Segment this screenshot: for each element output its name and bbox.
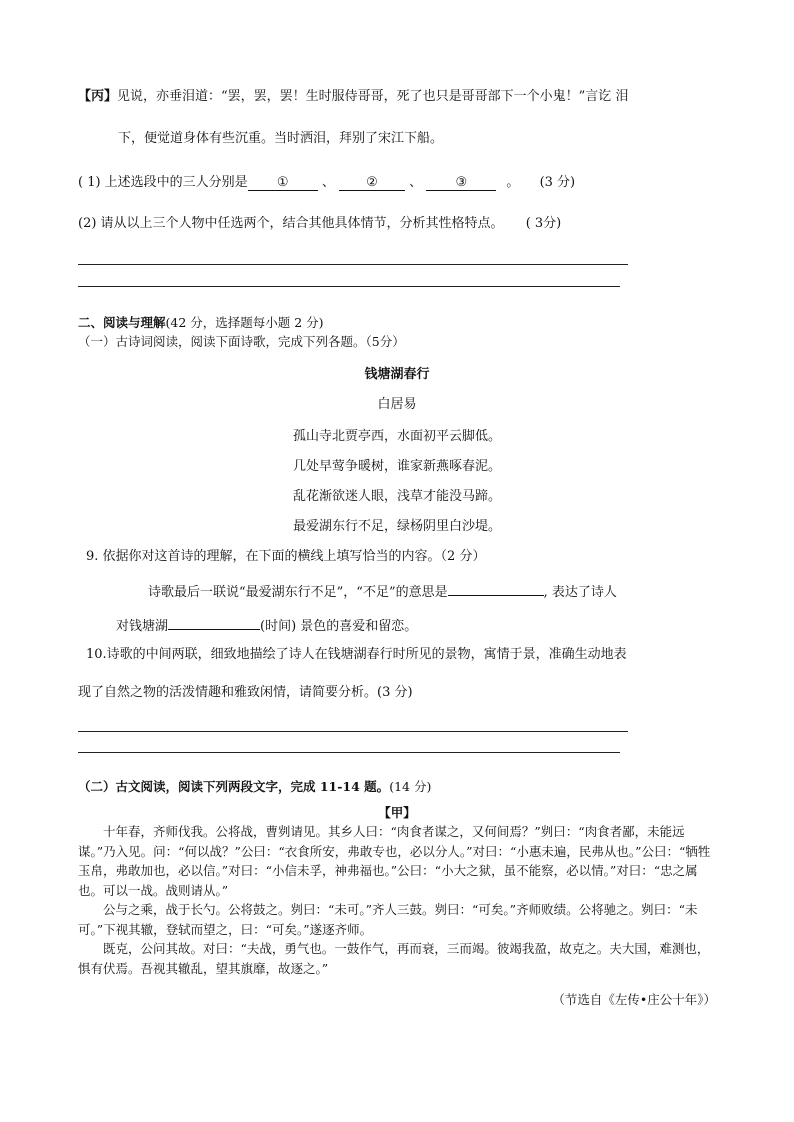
passage-jia-paragraph: 公与之乘，战于长勺。公将鼓之。刿曰：“未可。”齐人三鼓。刿曰：“可矣。”齐师败绩。公将驰之。刿曰：“未可。”下视其辙，登轼而望之，曰：“可矣。”遂逐齐师。 <box>78 902 698 937</box>
passage-bing-line1 <box>78 88 628 105</box>
question-9-line1 <box>148 584 617 601</box>
bing-label: 【丙】 <box>78 89 118 104</box>
q1-separator-1: 、 <box>321 175 335 190</box>
answer-blank-2[interactable]: ② <box>339 176 405 191</box>
poem-line: 孤山寺北贾亭西，水面初平云脚低。 <box>292 429 501 444</box>
question-2 <box>78 215 561 232</box>
answer-line[interactable] <box>78 286 620 287</box>
poem-line: 几处早莺争暖树，谁家新燕啄春泥。 <box>292 459 501 474</box>
classical-heading-score: (14 分) <box>389 779 432 794</box>
q9-line2-tail: (时间) 景色的喜爱和留恋。 <box>260 619 418 634</box>
answer-line[interactable] <box>78 731 628 732</box>
poem-line: 乱花渐欲迷人眼，浅草才能没马蹄。 <box>292 489 501 504</box>
q1-prefix: ( 1) 上述选段中的三人分别是 <box>78 175 248 190</box>
passage-jia-paragraph: 既克，公问其故。对曰：“夫战，勇气也。一鼓作气，再而衰，三而竭。彼竭我盈，故克之。夫大国，难测也，惧有伏焉。吾视其辙乱，望其旗靡，故逐之。” <box>78 941 710 976</box>
bing-text-1: 见说，亦垂泪道：“罢，罢，罢！生时服侍哥哥，死了也只是哥哥部下一个小鬼！”言讫 泪 <box>117 89 629 104</box>
question-9-line2 <box>116 618 417 635</box>
subsection-heading: （一）古诗词阅读，阅读下面诗歌，完成下列各题。（5分） <box>78 334 405 349</box>
section-heading-score: (42 分，选择题每小题 2 分) <box>165 315 324 330</box>
passage-jia-paragraph: 十年春，齐师伐我。公将战，曹刿请见。其乡人曰：“肉食者谋之，又何间焉？”刿曰：“肉食者鄙，未能远谋。”乃入见。问：“何以战？”公曰：“衣食所安，弗敢专也，必以分人。”对曰：“小惠未遍，民弗从也。”公曰：“牺牲玉帛，弗敢加也，必以信。”对曰：“小信未孚，神弗福也。”公曰：“小大之狱，虽不能察，必以情。”对曰：“忠之属也。可以一战。战则请从。” <box>78 824 711 898</box>
answer-blank-meaning[interactable] <box>448 595 544 596</box>
source-citation: （节选自《左传•庄公十年》） <box>552 992 716 1007</box>
answer-blank-1[interactable]: ① <box>248 176 318 191</box>
question-9: 9. 依据你对这首诗的理解，在下面的横线上填写恰当的内容。（2 分） <box>86 549 486 564</box>
passage-jia-label: 【甲】 <box>378 805 416 820</box>
q1-separator-2: 、 <box>409 175 423 190</box>
q1-end: 。 <box>506 175 520 190</box>
q2-text: (2) 请从以上三个人物中任选两个，结合其他具体情节，分析其性格特点。 <box>78 216 504 231</box>
answer-blank-time[interactable] <box>168 629 260 630</box>
passage-bing-line2: 下，便觉道身体有些沉重。当时洒泪，拜别了宋江下船。 <box>118 131 444 146</box>
answer-line[interactable] <box>78 264 628 265</box>
q1-score: (3 分) <box>539 175 576 190</box>
poem-author: 白居易 <box>377 397 417 412</box>
classical-heading <box>78 778 431 795</box>
section-heading-title: 二、阅读与理解 <box>78 315 166 330</box>
answer-blank-3[interactable]: ③ <box>426 176 496 191</box>
classical-heading-title: （二）古文阅读，阅读下列两段文字，完成 11-14 题。 <box>78 779 390 794</box>
question-10-line1: 10.诗歌的中间两联，细致地描绘了诗人在钱塘湖春行时所见的景物，寓情于景，准确生动地表 <box>86 647 627 662</box>
poem-title: 钱塘湖春行 <box>364 367 430 382</box>
q2-score: ( 3分) <box>525 216 562 231</box>
poem-line: 最爱湖东行不足，绿杨阴里白沙堤。 <box>292 519 501 534</box>
answer-line[interactable] <box>78 752 620 753</box>
section-heading <box>78 314 324 331</box>
q9-line1-tail: , 表达了诗人 <box>543 585 617 600</box>
question-1 <box>78 174 575 191</box>
q9-line2-text: 对钱塘湖 <box>116 619 169 634</box>
q9-line1-text: 诗歌最后一联说“最爱湖东行不足”，“不足”的意思是 <box>148 585 448 600</box>
question-10-line2: 现了自然之物的活泼情趣和雅致闲情，请简要分析。(3 分) <box>78 685 413 700</box>
